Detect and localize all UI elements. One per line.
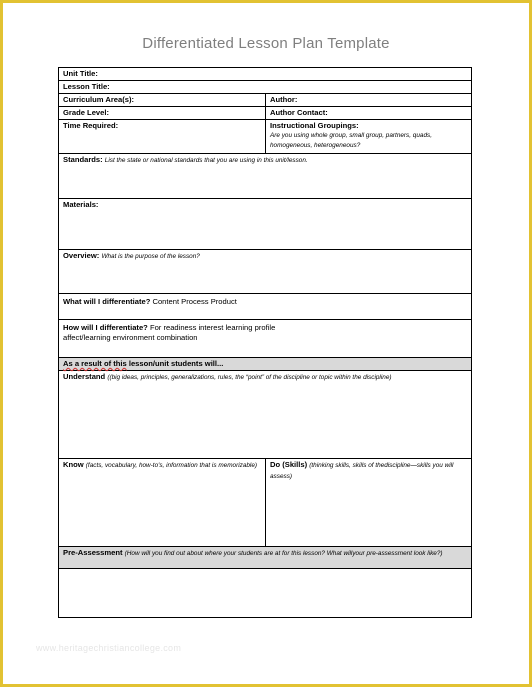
lesson-plan-table [58, 67, 472, 618]
row-materials [59, 199, 471, 250]
how-differentiate-text-2: affect/learning environment combination [63, 333, 198, 342]
result-header-suffix: lesson/unit students will... [128, 359, 224, 368]
grade-level-label[interactable]: Grade Level: [59, 107, 266, 119]
standards-hint: List the state or national standards that you are using in this unit/lesson. [104, 157, 308, 164]
result-header-prefix: As a result of this [63, 359, 127, 368]
do-skills-hint: (thinking skills, skills of thediscipline—skills you will assess) [270, 462, 454, 480]
unit-title-label[interactable]: Unit Title: [63, 69, 98, 78]
what-differentiate-label: What will I differentiate? [63, 297, 151, 306]
row-standards [59, 154, 471, 199]
overview-label: Overview: [63, 251, 100, 260]
materials-label[interactable]: Materials: [63, 200, 99, 209]
row-pre-assessment [59, 547, 471, 569]
pre-assessment-answer-area[interactable] [59, 569, 471, 617]
row-know-do [59, 459, 471, 547]
watermark: www.heritagechristiancollege.com [36, 643, 182, 653]
know-hint: (facts, vocabulary, how-to's, information that is memorizable) [85, 462, 258, 469]
understand-hint: ((big ideas, principles, generalizations, rules, the “point” of the discipline or topic within the discipline) [107, 374, 392, 381]
page-title: Differentiated Lesson Plan Template [142, 35, 390, 52]
row-grade [59, 107, 471, 120]
what-differentiate-text: Content Process Product [152, 297, 237, 306]
overview-cell[interactable] [59, 250, 471, 293]
how-differentiate-label: How will I differentiate? [63, 323, 148, 332]
time-required-label[interactable]: Time Required: [59, 120, 266, 153]
pre-assessment-cell [59, 547, 471, 568]
what-differentiate-cell[interactable] [59, 294, 471, 319]
row-pre-assessment-answer [59, 569, 471, 617]
understand-cell[interactable] [59, 371, 471, 458]
groupings-label: Instructional Groupings: [270, 121, 359, 130]
do-skills-cell[interactable] [266, 459, 471, 546]
row-result-header [59, 358, 471, 371]
groupings-cell[interactable] [266, 120, 471, 153]
overview-hint: What is the purpose of the lesson? [101, 253, 200, 260]
know-label: Know [63, 460, 84, 469]
know-cell[interactable] [59, 459, 266, 546]
lesson-title-label[interactable]: Lesson Title: [63, 82, 110, 91]
groupings-hint: Are you using whole group, small group, partners, quads, homogeneous, heterogeneous? [270, 132, 432, 149]
do-skills-label: Do (Skills) [270, 460, 308, 469]
how-differentiate-cell[interactable] [59, 320, 471, 357]
understand-label: Understand [63, 372, 106, 381]
how-differentiate-text-1: For readiness interest learning profile [149, 323, 276, 332]
pre-assessment-hint: (How will you find out about where your students are at for this lesson? What willyour pre-assessment look like?) [124, 550, 443, 557]
row-what-differentiate [59, 294, 471, 320]
row-time [59, 120, 471, 154]
curriculum-label[interactable]: Curriculum Area(s): [59, 94, 266, 106]
author-label[interactable]: Author: [270, 95, 298, 104]
row-lesson-title [59, 81, 471, 94]
row-understand [59, 371, 471, 459]
row-overview [59, 250, 471, 294]
row-unit-title [59, 68, 471, 81]
standards-cell[interactable] [59, 154, 471, 198]
author-contact-label[interactable]: Author Contact: [270, 108, 328, 117]
standards-label: Standards: [63, 155, 103, 164]
result-header [59, 358, 471, 370]
pre-assessment-label: Pre-Assessment [63, 548, 123, 557]
row-how-differentiate [59, 320, 471, 358]
row-curriculum [59, 94, 471, 107]
